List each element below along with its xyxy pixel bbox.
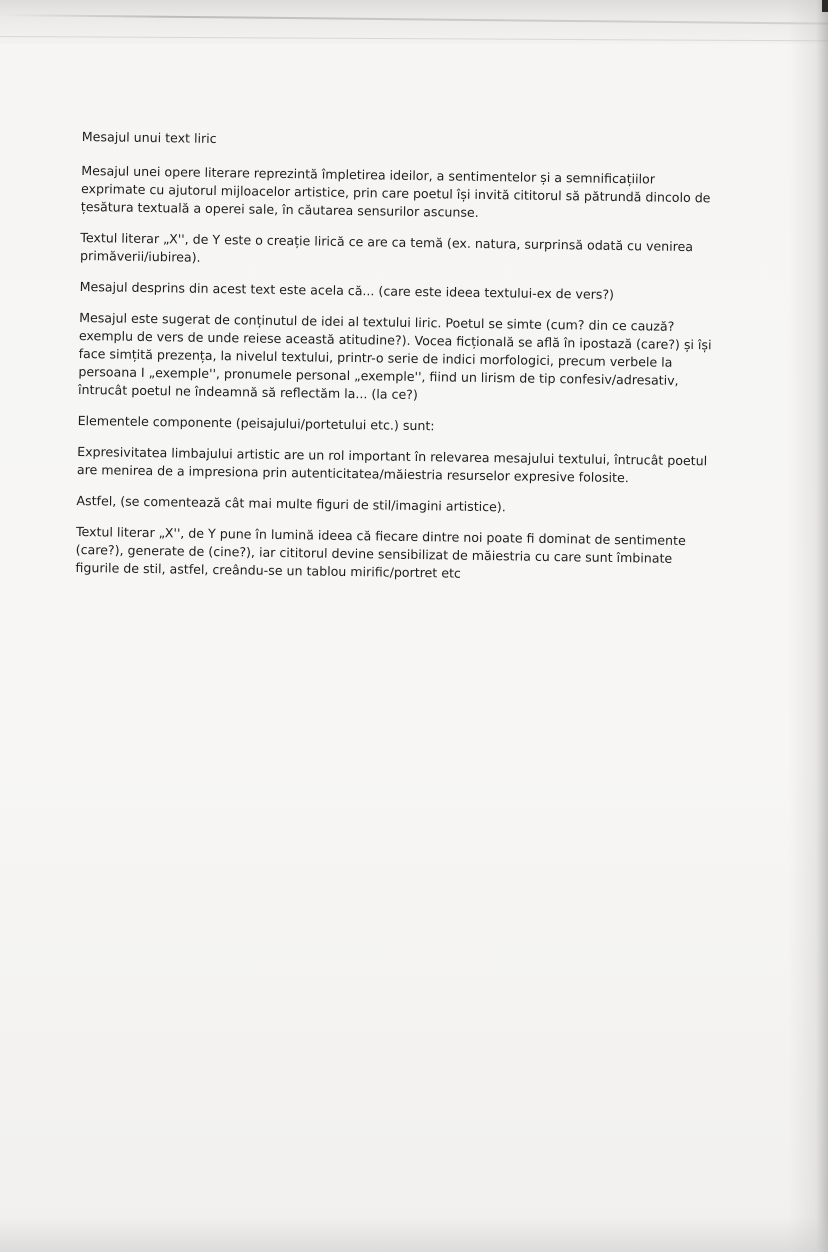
paper-edge-shadow [788,0,828,1252]
paragraph: Textul literar „X'', de Y este o creație lirică ce are ca temă (ex. natura, surprinsă odată cu venirea primăverii/iubirea). [79,229,694,265]
paragraph: Astfel, (se comentează cât mai multe figuri de stil/imagini artistice). [76,492,506,515]
document-body [75,128,718,599]
paragraph: Elementele componente (peisajului/portetului etc.) sunt: [77,412,435,434]
paper-edge-shadow [0,1216,828,1252]
paragraph: Textul literar „X'', de Y pune în lumină ideea că fiecare dintre noi poate fi dominat de sentimente (care?), generate de (cine?), iar cititorul devine sensibilizat de măiestria cu care sunt îmbinate figurile de stil, astfel, creându-se un tablou mirific/portret etc [75,523,686,581]
paragraph: Mesajul unei opere literare reprezintă împletirea ideilor, a sentimentelor și a semnificațiilor exprimate cu ajutorul mijloacelor artistice, prin care poetul își invită cititorul să pătrundă dincolo de țesătura textuală a operei sale, în căutarea sensurilor ascunse. [80,162,711,220]
paragraph: Mesajul desprins din acest text este acela că... (care este ideea textului-ex de vers?) [79,278,615,302]
document-title: Mesajul unui text liric [81,128,217,146]
paragraph: Mesajul este sugerat de conținutul de idei al textului liric. Poetul se simte (cum? din ce cauză? exemplu de vers de unde reiese această atitudine?). Vocea ficțională se află în ipostază (care?) și își face simțită prezența, la nivelul textului, printr-o serie de indici morfologici, precum verbele la persoana I „exemple'', pronumele personal „exemple'', fiind un lirism de tip confesiv/adresativ, întrucât poetul ne îndeamnă să reflectăm la... (la ce?) [78,309,712,403]
paragraph: Expresivitatea limbajului artistic are un rol important în relevarea mesajului textului, întrucât poetul are menirea de a impresiona prin autenticitatea/măiestria resurselor expresive folosite. [76,443,708,486]
background-corner [822,0,828,12]
